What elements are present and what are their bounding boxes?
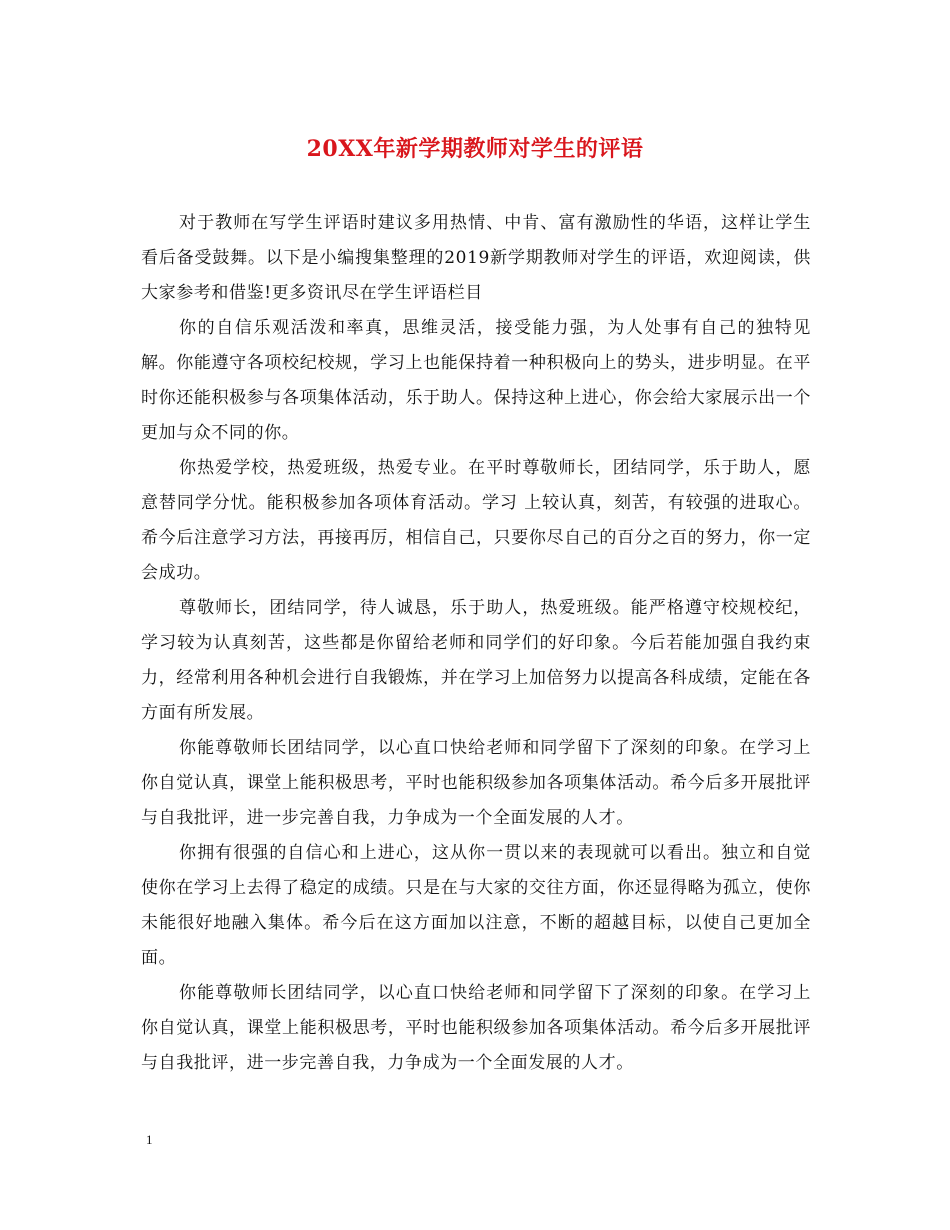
document-title: 20XX年新学期教师对学生的评语: [306, 136, 644, 162]
document-body: [141, 206, 811, 1081]
paragraph-comment-2: 你热爱学校，热爱班级，热爱专业。在平时尊敬师长，团结同学，乐于助人，愿意替同学分忧。能积极参加各项体育活动。学习 上较认真，刻苦，有较强的进取心。希今后注意学习方法，再接再厉，相信自己，只要你尽自己的百分之百的努力，你一定会成功。: [141, 458, 811, 583]
paragraph-comment-5: 你拥有很强的自信心和上进心，这从你一贯以来的表现就可以看出。独立和自觉使你在学习上去得了稳定的成绩。只是在与大家的交往方面，你还显得略为孤立，使你未能很好地融入集体。希今后在这方面加以注意，不断的超越目标，以使自己更加全面。: [141, 843, 811, 968]
paragraph-comment-4: 你能尊敬师长团结同学，以心直口快给老师和同学留下了深刻的印象。在学习上你自觉认真，课堂上能积极思考，平时也能积级参加各项集体活动。希今后多开展批评与自我批评，进一步完善自我，力争成为一个全面发展的人才。: [141, 738, 811, 828]
paragraph-comment-3: 尊敬师长，团结同学，待人诚恳，乐于助人，热爱班级。能严格遵守校规校纪，学习较为认真刻苦，这些都是你留给老师和同学们的好印象。今后若能加强自我约束力，经常利用各种机会进行自我锻炼，并在学习上加倍努力以提高各科成绩，定能在各方面有所发展。: [141, 598, 811, 723]
paragraph-intro: 对于教师在写学生评语时建议多用热情、中肯、富有激励性的华语，这样让学生看后备受鼓舞。以下是小编搜集整理的2019新学期教师对学生的评语，欢迎阅读，供大家参考和借鉴!更多资讯尽在学生评语栏目: [141, 213, 811, 303]
paragraph-comment-6: 你能尊敬师长团结同学，以心直口快给老师和同学留下了深刻的印象。在学习上你自觉认真，课堂上能积极思考，平时也能积级参加各项集体活动。希今后多开展批评与自我批评，进一步完善自我，力争成为一个全面发展的人才。: [141, 983, 811, 1073]
page-number: 1: [146, 1132, 153, 1147]
paragraph-comment-1: 你的自信乐观活泼和率真，思维灵活，接受能力强，为人处事有自己的独特见解。你能遵守各项校纪校规，学习上也能保持着一种积极向上的势头，进步明显。在平时你还能积极参与各项集体活动，乐于助人。保持这种上进心，你会给大家展示出一个更加与众不同的你。: [141, 318, 811, 443]
